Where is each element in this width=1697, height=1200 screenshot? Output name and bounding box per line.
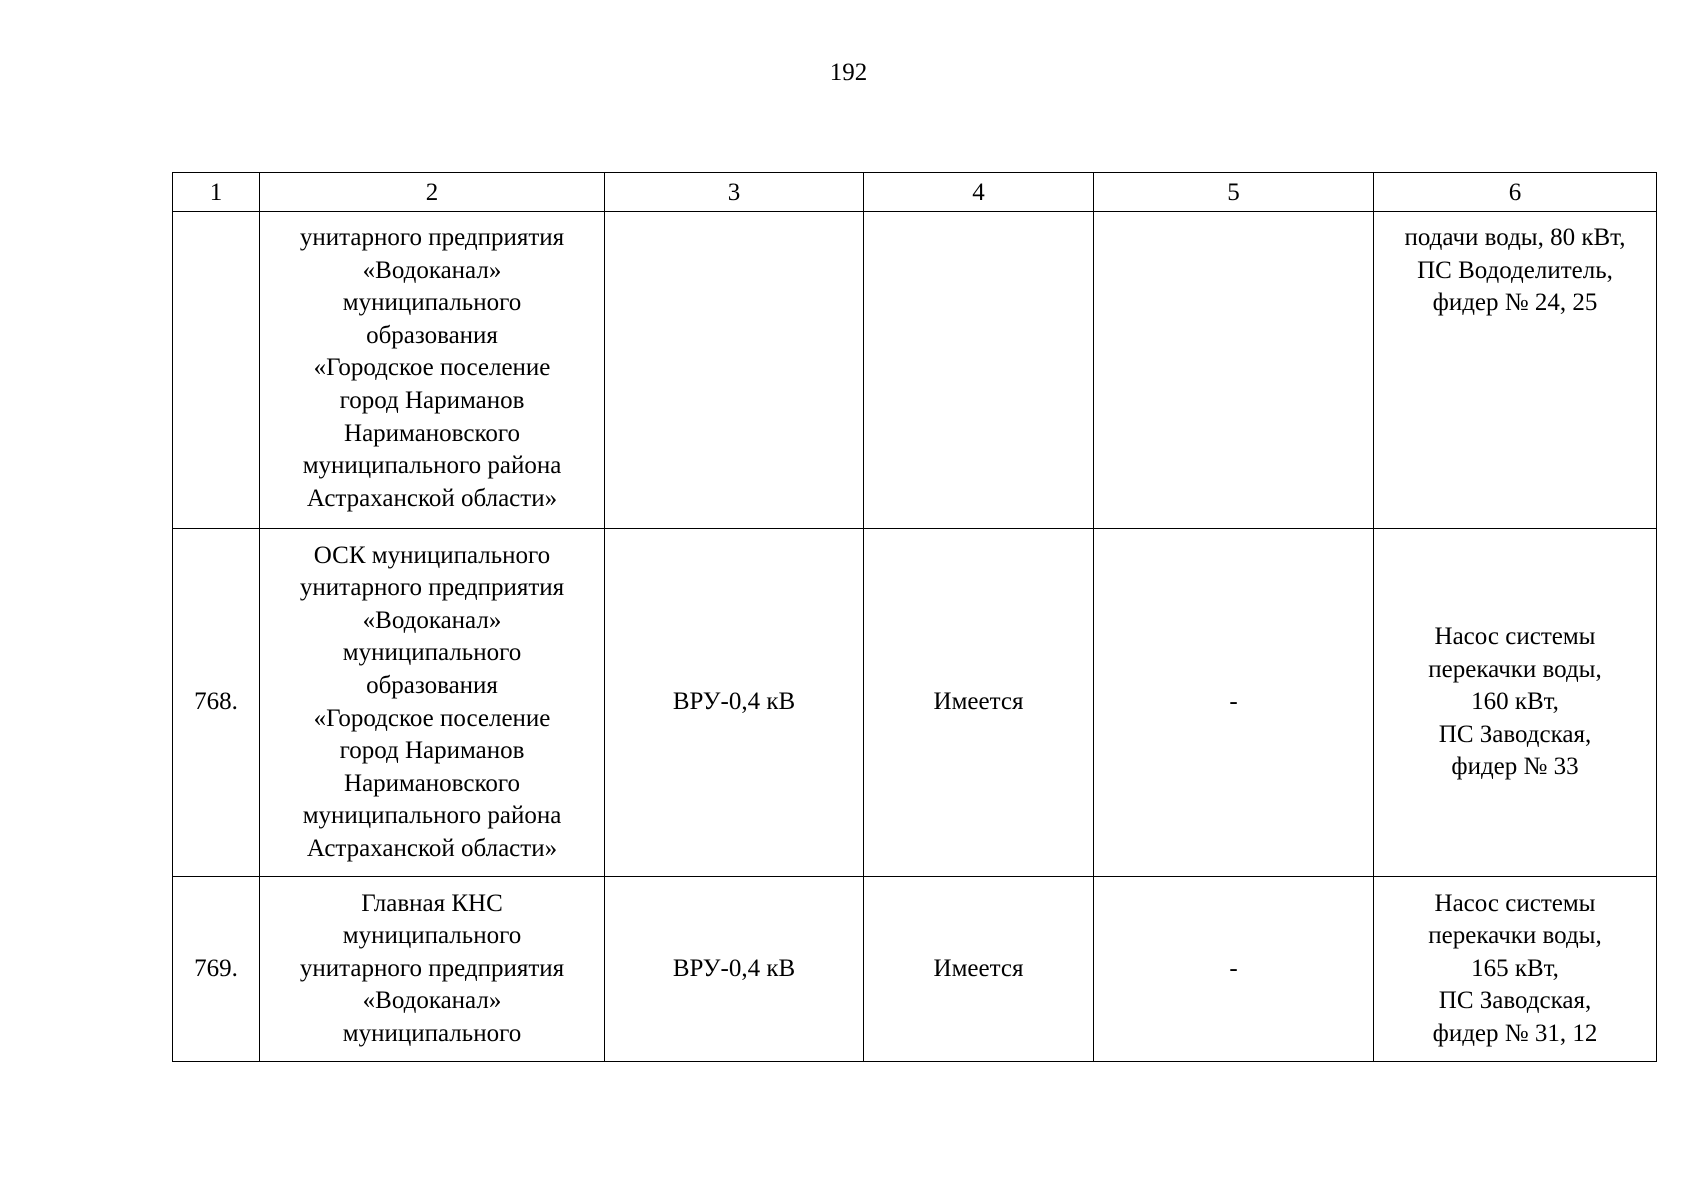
table-row xyxy=(173,877,1657,1062)
header-cell-5: 5 xyxy=(1094,173,1374,212)
page-number: 192 xyxy=(829,59,868,86)
table-row xyxy=(173,212,1657,529)
column-5-cell: - xyxy=(1094,529,1374,877)
equipment-cell: ВРУ-0,4 кВ xyxy=(605,877,864,1062)
object-cell: ОСК муниципального унитарного предприятия «Водоканал» муниципального образования «Городское поселение город Нариманов Наримановского муниципального района Астраханской области» xyxy=(260,529,605,877)
table-row xyxy=(173,529,1657,877)
column-5-cell: - xyxy=(1094,877,1374,1062)
row-number-cell: 768. xyxy=(173,529,260,877)
equipment-cell xyxy=(605,212,864,529)
header-cell-4: 4 xyxy=(864,173,1094,212)
load-cell: Насос системы перекачки воды, 160 кВт, ПС Заводская, фидер № 33 xyxy=(1374,529,1657,877)
data-table xyxy=(172,172,1657,1062)
load-cell: подачи воды, 80 кВт, ПС Вододелитель, фидер № 24, 25 xyxy=(1374,212,1657,529)
availability-cell: Имеется xyxy=(864,877,1094,1062)
header-cell-6: 6 xyxy=(1374,173,1657,212)
availability-cell xyxy=(864,212,1094,529)
column-5-cell xyxy=(1094,212,1374,529)
load-cell: Насос системы перекачки воды, 165 кВт, ПС Заводская, фидер № 31, 12 xyxy=(1374,877,1657,1062)
header-cell-3: 3 xyxy=(605,173,864,212)
object-cell: Главная КНС муниципального унитарного предприятия «Водоканал» муниципального xyxy=(260,877,605,1062)
row-number-cell: 769. xyxy=(173,877,260,1062)
availability-cell: Имеется xyxy=(864,529,1094,877)
header-cell-1: 1 xyxy=(173,173,260,212)
row-number-cell xyxy=(173,212,260,529)
object-cell: унитарного предприятия «Водоканал» муниципального образования «Городское поселение город Нариманов Наримановского муниципального района Астраханской области» xyxy=(260,212,605,529)
header-cell-2: 2 xyxy=(260,173,605,212)
equipment-cell: ВРУ-0,4 кВ xyxy=(605,529,864,877)
table-header-row xyxy=(173,173,1657,212)
